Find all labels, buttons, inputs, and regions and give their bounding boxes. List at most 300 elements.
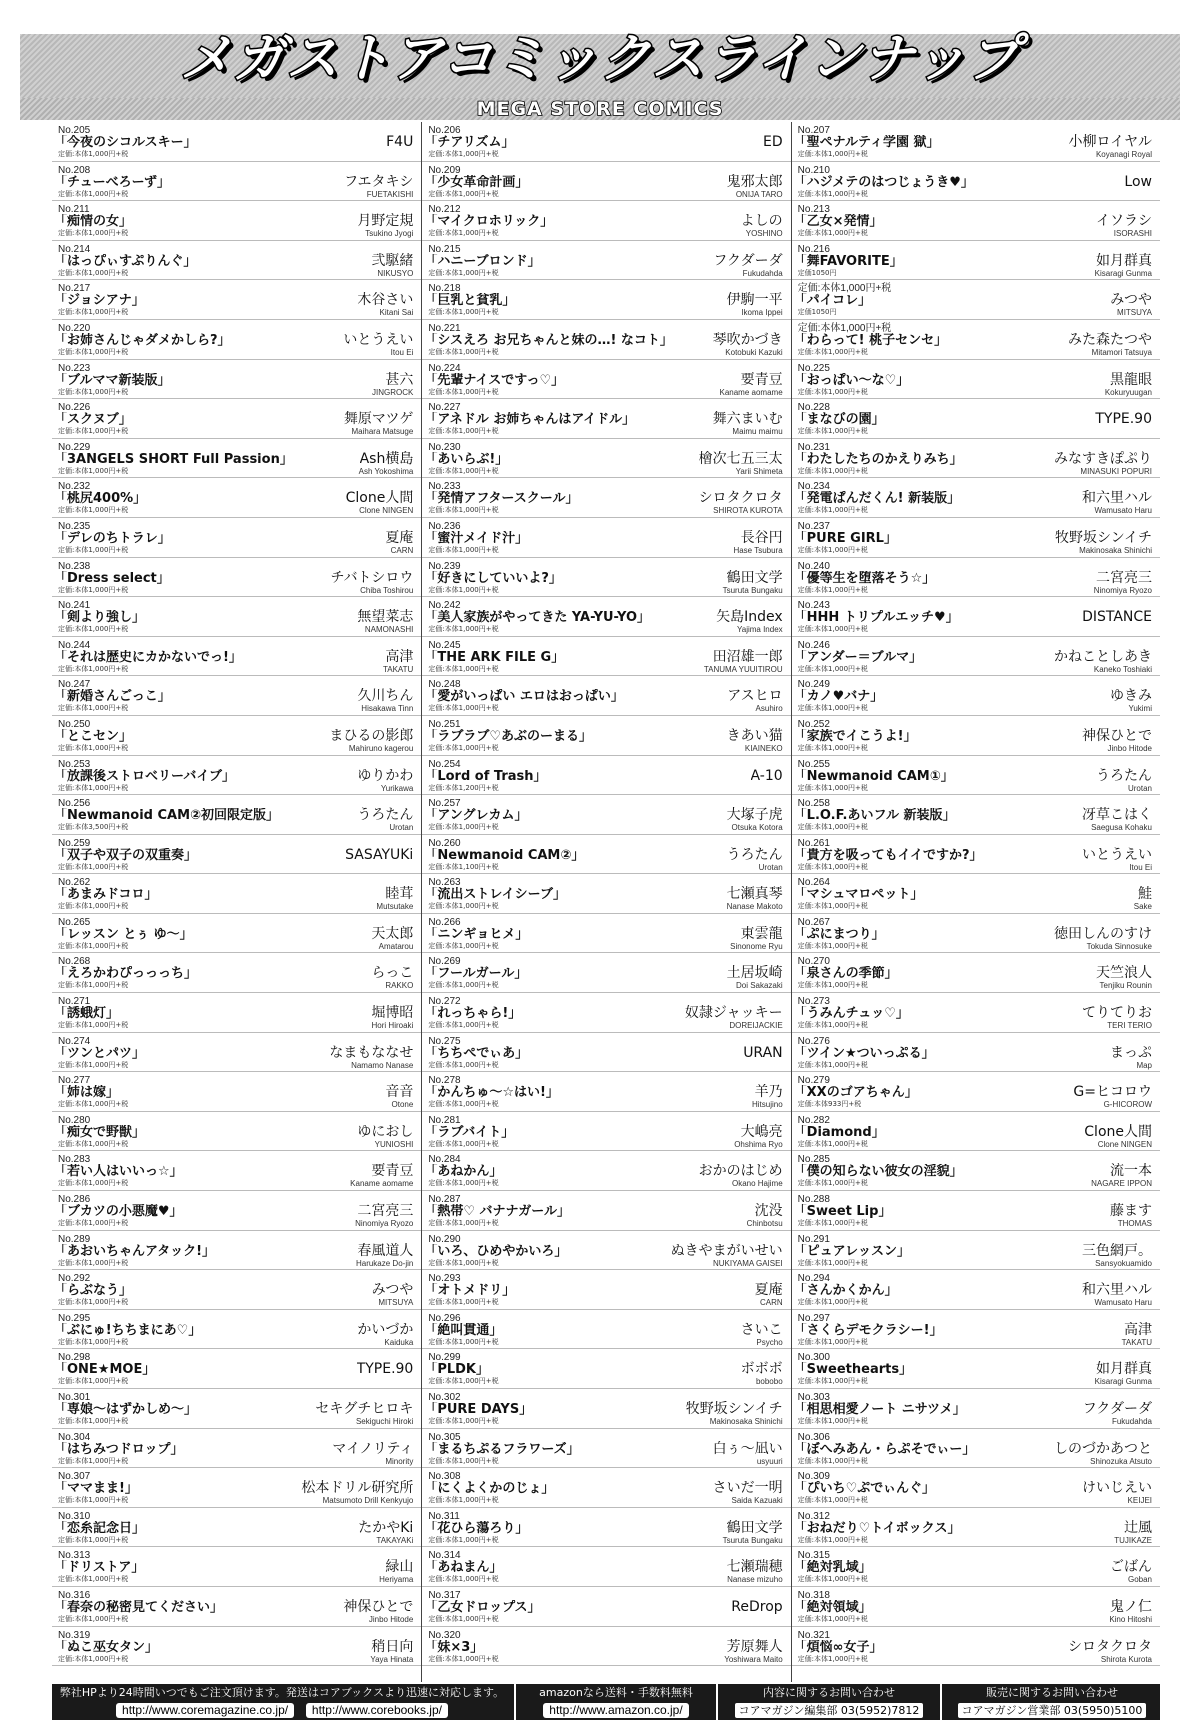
author-name: 春風道人 xyxy=(357,1242,414,1259)
catalog-number: No.305 xyxy=(428,1431,461,1443)
author-romaji: FUETAKISHI xyxy=(366,189,414,199)
author-romaji: Mahiruno kagerou xyxy=(348,743,414,753)
author-name: 牧野坂シンイチ xyxy=(1055,529,1152,546)
book-title: 「誘蛾灯」 xyxy=(54,1006,120,1022)
author-romaji: Ninomiya Ryozo xyxy=(1093,585,1152,595)
catalog-number: No.261 xyxy=(797,837,830,849)
book-title: 「ツンとパツ」 xyxy=(54,1045,146,1061)
book-price: 定価:本体1,000円+税 xyxy=(797,862,868,871)
author-name: TYPE.90 xyxy=(1095,411,1152,428)
book-title: 「にくよくかのじょ」 xyxy=(424,1481,555,1497)
book-title: 「わらって! 桃子センセ」 xyxy=(793,332,948,348)
list-item xyxy=(792,280,1160,320)
list-item xyxy=(422,795,790,835)
catalog-number: No.271 xyxy=(58,996,91,1008)
author-name: 緑山 xyxy=(385,1559,414,1576)
list-item xyxy=(52,122,421,162)
author-name: まっぷ xyxy=(1110,1044,1152,1061)
author-romaji: MITSUYA xyxy=(1117,308,1152,318)
author-name: 如月群真 xyxy=(1096,252,1152,269)
book-title: 「いろ、ひめやかいろ」 xyxy=(424,1243,568,1259)
author-name: 小柳ロイヤル xyxy=(1068,134,1152,150)
list-item xyxy=(422,1547,790,1587)
list-item xyxy=(422,1270,790,1310)
author-name: 甚六 xyxy=(385,371,414,388)
book-title: 「泉さんの季節」 xyxy=(793,966,898,982)
list-item xyxy=(792,1033,1160,1073)
list-item xyxy=(52,320,421,360)
footer-bar xyxy=(52,1684,1160,1720)
book-price: 定価:本体1,000円+税 xyxy=(797,1060,868,1069)
book-title: 「今夜のシコルスキー」 xyxy=(54,135,197,150)
book-title: 「熱帯♡ バナナガール」 xyxy=(424,1204,570,1220)
book-title: 「THE ARK FILE G」 xyxy=(424,649,565,665)
book-title: 「さくらデモクラシー!」 xyxy=(793,1322,943,1338)
list-item xyxy=(792,1627,1160,1667)
book-title: 「ブカツの小悪魔♥」 xyxy=(54,1204,183,1220)
book-price: 定価:本体1,000円+税 xyxy=(428,150,499,158)
book-price: 定価:本体1,000円+税 xyxy=(428,268,499,277)
book-title: 「さんかくかん」 xyxy=(793,1283,898,1299)
list-item xyxy=(422,1191,790,1231)
author-romaji: Urotan xyxy=(389,823,414,833)
author-romaji: Maihara Matsuge xyxy=(351,427,414,437)
book-price: 定価:本体1,000円+税 xyxy=(428,585,499,594)
list-item xyxy=(52,162,421,202)
list-item xyxy=(792,558,1160,598)
author-romaji: Fukudahda xyxy=(742,268,783,278)
author-romaji: Yaya Hinata xyxy=(370,1654,414,1664)
author-romaji: Nanase mizuho xyxy=(727,1575,783,1585)
book-title: 「Diamond」 xyxy=(793,1124,885,1140)
list-item xyxy=(52,1627,421,1667)
list-item xyxy=(792,1151,1160,1191)
list-item xyxy=(422,637,790,677)
catalog-number: No.311 xyxy=(428,1510,460,1522)
book-price: 定価:本体1,000円+税 xyxy=(428,625,499,634)
author-romaji: Kisaragi Gunma xyxy=(1094,268,1152,278)
catalog-number: No.248 xyxy=(428,679,461,691)
author-romaji: Ash Yokoshima xyxy=(358,466,414,476)
book-title: 「ピュアレッスン」 xyxy=(793,1243,911,1259)
coremagazine-link[interactable]: http://www.coremagazine.co.jp/ xyxy=(116,1703,294,1718)
catalog-number: No.218 xyxy=(428,283,461,295)
author-romaji: Maimu maimu xyxy=(732,427,783,437)
list-item xyxy=(422,280,790,320)
list-item xyxy=(52,1112,421,1152)
book-price: 定価:本体1,000円+税 xyxy=(797,1496,868,1505)
author-romaji: DOREIJACKIE xyxy=(729,1021,783,1031)
author-romaji: Tokuda Sinnosuke xyxy=(1086,941,1152,951)
author-name: 如月群真 xyxy=(1096,1361,1152,1378)
book-price: 定価:本体1,000円+税 xyxy=(797,625,868,634)
author-name: 高津 xyxy=(385,648,414,665)
book-price: 定価:本体1,000円+税 xyxy=(58,466,129,475)
list-item xyxy=(792,835,1160,875)
author-name: 舞六まいむ xyxy=(712,411,783,428)
footer-order-info xyxy=(52,1684,512,1720)
book-title: 「流出ストレイシーブ」 xyxy=(424,887,567,903)
catalog-number: No.307 xyxy=(58,1471,91,1483)
book-price: 定価:本体1,000円+税 xyxy=(58,902,129,911)
book-price: 定価:本体1,000円+税 xyxy=(797,387,868,396)
catalog-number: No.273 xyxy=(797,996,830,1008)
author-name: セキグチヒロキ xyxy=(315,1401,414,1417)
author-name: なまもななせ xyxy=(329,1044,414,1061)
catalog-number: No.267 xyxy=(797,916,830,928)
book-price: 定価:本体1,000円+税 xyxy=(428,347,499,356)
catalog-number: No.237 xyxy=(797,520,830,532)
list-item xyxy=(52,558,421,598)
author-name: 弐駆緒 xyxy=(371,252,414,269)
author-romaji: Urotan xyxy=(1127,783,1152,793)
author-name: Clone人間 xyxy=(1084,1123,1152,1140)
book-price: 定価:本体1,000円+税 xyxy=(797,1021,868,1030)
catalog-number: No.308 xyxy=(428,1471,461,1483)
author-name: URAN xyxy=(743,1044,783,1061)
author-name: 琴吹かづき xyxy=(712,331,783,348)
catalog-number: No.281 xyxy=(428,1114,461,1126)
author-romaji: usyuuri xyxy=(756,1456,783,1466)
author-name: マイノリティ xyxy=(332,1440,414,1457)
book-title: 「お姉さんじゃダメかしら?」 xyxy=(54,332,231,348)
book-price: 定価:本体1,000円+税 xyxy=(58,585,129,594)
author-romaji: Yoshiwara Maito xyxy=(724,1654,783,1664)
author-name: TYPE.90 xyxy=(356,1361,414,1378)
book-price: 定価:本体1,000円+税 xyxy=(428,506,499,515)
comics-lineup-grid xyxy=(52,122,1160,1682)
catalog-number: No.276 xyxy=(797,1035,830,1047)
book-title: 「かんちゅ～☆はい!」 xyxy=(424,1085,559,1101)
catalog-number: No.265 xyxy=(58,916,91,928)
book-title: 「絶対乳域」 xyxy=(793,1560,872,1576)
author-romaji: Namamo Nanase xyxy=(351,1060,414,1070)
catalog-number: No.250 xyxy=(58,718,91,730)
book-title: 「舞FAVORITE」 xyxy=(793,253,903,269)
book-title: 「ONE★MOE」 xyxy=(54,1362,156,1378)
author-name: 鮭 xyxy=(1138,886,1152,903)
list-item xyxy=(52,241,421,281)
list-item xyxy=(52,993,421,1033)
catalog-number: No.244 xyxy=(58,639,91,651)
catalog-number: No.206 xyxy=(428,125,461,136)
list-item xyxy=(792,478,1160,518)
author-name: 奴隷ジャッキー xyxy=(684,1005,783,1022)
book-price: 定価:本体1,000円+税 xyxy=(428,941,499,950)
author-romaji: Ikoma Ippei xyxy=(741,308,783,318)
author-name: ゆりかわ xyxy=(357,767,414,784)
book-title: 「チアリズム」 xyxy=(424,135,515,150)
author-name: 鶴田文学 xyxy=(726,569,783,586)
list-item xyxy=(422,756,790,796)
list-item xyxy=(422,874,790,914)
list-item xyxy=(792,122,1160,162)
author-name: 神保ひとで xyxy=(343,1598,414,1615)
author-name: 牧野坂シンイチ xyxy=(685,1401,783,1417)
book-price: 定価:本体1,000円+税 xyxy=(58,625,129,634)
list-item xyxy=(792,914,1160,954)
book-title: 「レッスン とぅ ゆ～」 xyxy=(54,926,193,942)
book-price: 定価:本体1,000円+税 xyxy=(58,1575,129,1584)
book-price: 定価:本体1,000円+税 xyxy=(428,743,499,752)
author-name: みつや xyxy=(371,1282,414,1299)
book-title: 「まるちぷるフラワーズ」 xyxy=(424,1441,580,1457)
book-price: 定価:本体1,000円+税 xyxy=(58,862,129,871)
book-price: 定価:本体1,000円+税 xyxy=(428,1060,499,1069)
list-item xyxy=(52,399,421,439)
author-romaji: NAGARE IPPON xyxy=(1091,1179,1152,1189)
catalog-number: No.284 xyxy=(428,1154,461,1166)
catalog-number: No.279 xyxy=(797,1075,830,1087)
author-name: らっこ xyxy=(371,965,414,982)
book-price: 定価:本体1,000円+税 xyxy=(797,902,868,911)
author-name: 白ぅ～凪い xyxy=(712,1440,783,1457)
author-romaji: Fukudahda xyxy=(1111,1417,1152,1426)
author-name: 天竺浪人 xyxy=(1096,965,1152,982)
book-price: 定価:本体1,000円+税 xyxy=(797,1258,868,1267)
catalog-number: No.262 xyxy=(58,877,91,889)
author-name: 月野定規 xyxy=(357,213,414,230)
author-name: 三色網戸。 xyxy=(1082,1242,1152,1259)
book-price: 定価:本体1,000円+税 xyxy=(428,1219,499,1228)
book-price: 定価:本体1,000円+税 xyxy=(428,823,499,832)
author-romaji: JINGROCK xyxy=(371,387,414,397)
amazon-link[interactable]: http://www.amazon.co.jp/ xyxy=(543,1703,688,1718)
catalog-number: No.252 xyxy=(797,718,830,730)
book-price: 定価:本体1,000円+税 xyxy=(58,1298,129,1307)
list-item xyxy=(422,162,790,202)
book-title: 「若い人はいいっ☆」 xyxy=(54,1164,183,1180)
author-name: F4U xyxy=(386,134,414,150)
list-item xyxy=(792,1429,1160,1469)
book-price: 定価:本体1,000円+税 xyxy=(58,150,129,158)
book-price: 定価:本体1,000円+税 xyxy=(58,1179,129,1188)
list-item xyxy=(792,1349,1160,1389)
lineup-column-3 xyxy=(791,122,1160,1682)
author-name: 睦茸 xyxy=(385,886,414,903)
catalog-number: No.224 xyxy=(428,362,461,374)
book-price: 定価:本体1,000円+税 xyxy=(797,941,868,950)
catalog-number: No.297 xyxy=(797,1312,830,1324)
list-item xyxy=(422,1389,790,1429)
author-name: 二宮亮三 xyxy=(357,1203,414,1220)
author-romaji: CARN xyxy=(759,1298,783,1308)
catalog-number: No.299 xyxy=(428,1352,461,1364)
book-price: 定価:本体1,000円+税 xyxy=(797,427,868,436)
author-name: 木谷さい xyxy=(357,292,414,309)
catalog-number: No.314 xyxy=(428,1550,461,1562)
author-romaji: Mitamori Tatsuya xyxy=(1091,347,1152,357)
author-name: 矢島Index xyxy=(716,609,783,626)
author-name: ボボボ xyxy=(740,1361,783,1378)
book-price: 定価:本体1,000円+税 xyxy=(58,189,129,198)
author-name: おかのはじめ xyxy=(698,1163,783,1180)
book-title: 「先輩ナイスですっ♡」 xyxy=(424,372,565,388)
catalog-number: No.294 xyxy=(797,1273,830,1285)
catalog-number: No.312 xyxy=(797,1510,830,1522)
list-item xyxy=(792,320,1160,360)
book-price: 定価:本体1,000円+税 xyxy=(428,1575,499,1584)
catalog-number: No.309 xyxy=(797,1471,830,1483)
list-item xyxy=(792,1112,1160,1152)
author-romaji: NAMONASHI xyxy=(364,625,414,635)
author-name: きあい猫 xyxy=(726,727,783,744)
catalog-number: No.227 xyxy=(428,402,461,414)
author-romaji: TUJIKAZE xyxy=(1114,1535,1152,1545)
book-price: 定価:本体1,000円+税 xyxy=(428,1654,499,1663)
corebooks-link[interactable]: http://www.corebooks.jp/ xyxy=(306,1703,448,1718)
author-romaji: G-HICOROW xyxy=(1103,1100,1152,1110)
contents-dept: コアマガジン編集部 xyxy=(738,1704,838,1717)
list-item xyxy=(52,597,421,637)
author-name: 羊乃 xyxy=(754,1084,783,1101)
author-romaji: Koyanagi Royal xyxy=(1095,150,1152,159)
author-name: 要青豆 xyxy=(371,1163,414,1180)
author-romaji: Chinbotsu xyxy=(746,1219,783,1229)
book-title: 「マイクロホリック」 xyxy=(424,214,554,230)
book-price: 定価:本体1,000円+税 xyxy=(797,1219,868,1228)
catalog-number: No.208 xyxy=(58,164,91,176)
book-title: 「PURE DAYS」 xyxy=(424,1402,533,1417)
author-romaji: Hitsujino xyxy=(751,1100,783,1110)
list-item xyxy=(792,518,1160,558)
book-price: 定価:本体1,000円+税 xyxy=(58,941,129,950)
author-romaji: Ohshima Ryo xyxy=(734,1139,783,1149)
catalog-number: No.266 xyxy=(428,916,461,928)
book-price: 定価:本体933円+税 xyxy=(797,1100,862,1109)
author-name: シロタクロタ xyxy=(698,490,783,507)
book-title: 「3ANGELS SHORT Full Passion」 xyxy=(54,451,293,467)
book-price: 定価:本体1,000円+税 xyxy=(58,1100,129,1109)
list-item xyxy=(792,1310,1160,1350)
catalog-number: No.272 xyxy=(428,996,461,1008)
author-name: 沈没 xyxy=(754,1203,783,1220)
book-price: 定価1050円 xyxy=(797,308,837,317)
list-item xyxy=(52,1310,421,1350)
author-romaji: Itou Ei xyxy=(390,347,414,357)
book-price: 定価:本体1,000円+税 xyxy=(797,743,868,752)
author-name: 東雲龍 xyxy=(740,925,783,942)
author-name: Ash横島 xyxy=(359,450,414,467)
list-item xyxy=(52,201,421,241)
author-name: 無望菜志 xyxy=(357,609,414,626)
author-name: 鬼ノ仁 xyxy=(1110,1598,1152,1615)
catalog-number: No.313 xyxy=(58,1550,91,1562)
book-title: 「蜜汁メイド汁」 xyxy=(424,530,529,546)
book-price: 定価:本体1,000円+税 xyxy=(58,664,129,673)
list-item xyxy=(52,1389,421,1429)
footer-contents-contact xyxy=(716,1684,940,1720)
footer-amazon-info xyxy=(514,1684,716,1720)
list-item xyxy=(792,953,1160,993)
author-romaji: Makinosaka Shinichi xyxy=(1079,545,1152,555)
book-title: 「Sweethearts」 xyxy=(793,1362,913,1378)
catalog-number: No.278 xyxy=(428,1075,461,1087)
book-title: 「ニンギョヒメ」 xyxy=(424,926,529,942)
author-name: 高津 xyxy=(1124,1321,1152,1338)
list-item xyxy=(422,1151,790,1191)
book-title: 「うみんチュッ♡」 xyxy=(793,1006,909,1022)
author-romaji: Jinbo Hitode xyxy=(368,1614,414,1624)
author-name: 七瀬瑞穂 xyxy=(726,1559,783,1576)
list-item xyxy=(52,1270,421,1310)
catalog-number: No.304 xyxy=(58,1431,91,1443)
book-title: 「巨乳と貧乳」 xyxy=(424,293,516,309)
book-price: 定価:本体1,000円+税 xyxy=(797,1337,868,1346)
book-price: 定価:本体1,000円+税 xyxy=(797,981,868,990)
list-item xyxy=(422,597,790,637)
list-item xyxy=(422,1231,790,1271)
list-item xyxy=(52,953,421,993)
author-name: 夏庵 xyxy=(754,1282,783,1299)
list-item xyxy=(52,360,421,400)
author-romaji: Amatarou xyxy=(378,941,414,951)
book-price: 定価:本体1,000円+税 xyxy=(797,1377,868,1386)
catalog-number: No.258 xyxy=(797,798,830,810)
book-price: 定価:本体1,000円+税 xyxy=(58,1654,129,1663)
book-price: 定価:本体1,000円+税 xyxy=(58,1417,129,1425)
author-name: 二宮亮三 xyxy=(1096,569,1152,586)
author-name: 芳原舞人 xyxy=(726,1638,783,1655)
book-price: 定価:本体1,000円+税 xyxy=(428,1139,499,1148)
author-romaji: TANUMA YUUITIROU xyxy=(703,664,783,674)
lineup-column-2 xyxy=(421,122,790,1682)
book-price: 定価:本体1,100円+税 xyxy=(428,862,499,871)
author-name: 檜次七五三太 xyxy=(698,450,783,467)
book-title: 「カノ♥バナ」 xyxy=(793,689,884,705)
author-name: SASAYUKi xyxy=(345,846,414,863)
catalog-number: No.316 xyxy=(58,1589,91,1601)
list-item xyxy=(792,1270,1160,1310)
catalog-number: No.300 xyxy=(797,1352,830,1364)
book-price: 定価:本体1,000円+税 xyxy=(797,189,868,198)
author-romaji: Itou Ei xyxy=(1129,862,1152,872)
book-title: 「れっちゃら!」 xyxy=(424,1006,522,1022)
catalog-number: No.319 xyxy=(58,1629,91,1641)
catalog-number: No.209 xyxy=(428,164,461,176)
list-item xyxy=(422,122,790,162)
book-title: 「PURE GIRL」 xyxy=(793,530,897,546)
author-name: 久川ちん xyxy=(357,688,414,705)
book-title: 「ぷにまつり」 xyxy=(793,926,885,942)
catalog-number: No.242 xyxy=(428,600,461,612)
list-item xyxy=(792,874,1160,914)
list-item xyxy=(792,201,1160,241)
book-title: 「らぶなう」 xyxy=(54,1283,133,1299)
author-romaji: Goban xyxy=(1127,1575,1152,1585)
book-price: 定価:本体1,000円+税 xyxy=(797,664,868,673)
book-price: 定価:本体1,000円+税 xyxy=(58,704,129,713)
list-item xyxy=(422,1072,790,1112)
author-romaji: Yurikawa xyxy=(380,783,414,793)
list-item xyxy=(422,1587,790,1627)
catalog-number: No.214 xyxy=(58,243,91,255)
catalog-number: No.289 xyxy=(58,1233,91,1245)
list-item xyxy=(422,478,790,518)
catalog-number: No.255 xyxy=(797,758,830,770)
book-price: 定価:本体1,000円+税 xyxy=(797,229,868,238)
list-item xyxy=(52,1468,421,1508)
list-item xyxy=(422,1627,790,1667)
author-name: 鬼邪太郎 xyxy=(726,173,783,190)
catalog-number: No.285 xyxy=(797,1154,830,1166)
catalog-number: No.229 xyxy=(58,441,91,453)
book-price: 定価:本体1,000円+税 xyxy=(58,427,129,436)
list-item xyxy=(52,1508,421,1548)
author-name: 舞原マツゲ xyxy=(343,411,414,428)
list-item xyxy=(422,1508,790,1548)
book-title: 「家族でイこうよ!」 xyxy=(793,728,917,744)
